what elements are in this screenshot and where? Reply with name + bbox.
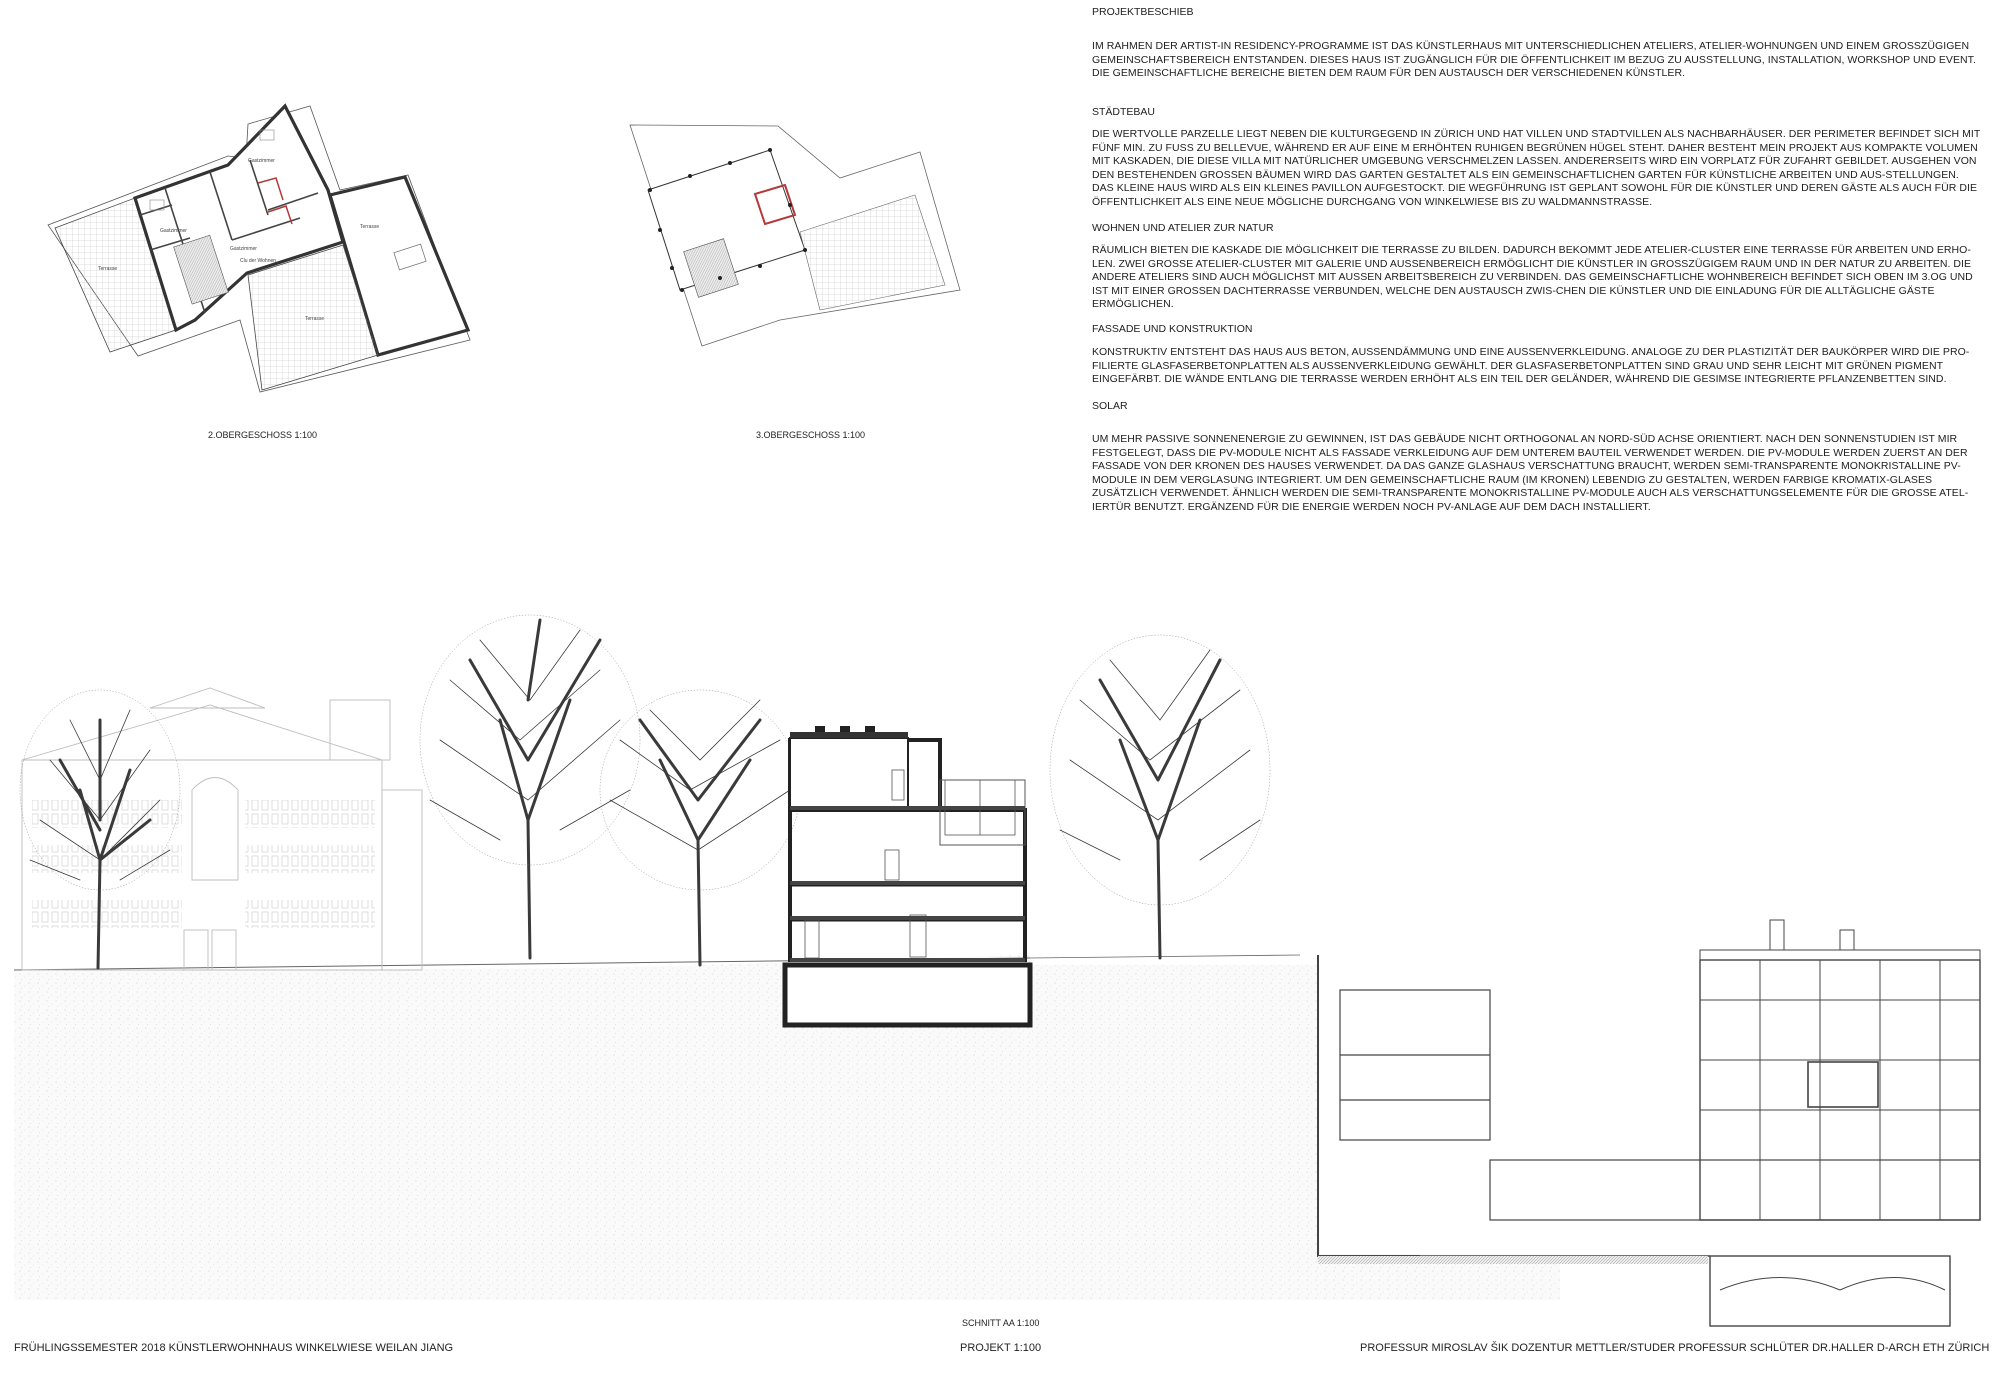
room-label: Terrasse [98, 266, 118, 272]
paragraph-projektbeschieb: IM RAHMEN DER ARTIST-IN RESIDENCY-PROGRAMME IST DAS KÜNSTLERHAUS MIT UNTERSCHIEDLICHEN ATELIERS, ATELIER-WOHNUNGEN UND EINEM GROSSZÜGIGEN GEMEINSCHAFTSBEREICH ENTSTANDEN. DIESES HAUS IST ZUGÄNGLICH FÜR DIE ÖFFENTLICHKEIT IM BEZUG ZU AUSSTELLUNG, INSTALLATION, WORKSHOP UND EVENT. DIE GEMEINSCHAFTLICHE BEREICHE BIETEN DEM RAUM FÜR DEN AUSTAUSCH DER VERSCHIEDENEN KÜNSTLER. [1092, 40, 1976, 80]
room-label: Terrasse [305, 316, 325, 322]
tree [1050, 635, 1270, 958]
tree [420, 615, 640, 958]
room-label: Clu der Wohnen [240, 258, 277, 264]
room-label: Gastzimmer [160, 228, 187, 234]
paragraph-solar: UM MEHR PASSIVE SONNENENERGIE ZU GEWINNEN, IST DAS GEBÄUDE NICHT ORTHOGONAL AN NORD-SÜD ACHSE ORIENTIERT. NACH DEN SONNENSTUDIEN IST MIR FESTGELEGT, DASS DIE PV-MODULE NICHT ALS FASSADE VERKLEIDUNG AUF DEM UNTEREM BAUTEIL VERWENDET WERDEN. DIE PV-MODULE WERDEN ZUERST AN DER FASSADE VON DER KRONEN DES HAUSES VERWENDET. DA DAS GANZE GLASHAUS VERSCHATTUNG BRAUCHT, WERDEN SEMI-TRANSPARENTE MONOKRISTALLINE PV-MODULE IN DEM VERGLASUNG INTEGRIERT. UM DEN GEMEINSCHAFTLICHE RAUM (IM KRONEN) LEBENDIG ZU GESTALTEN, WERDEN FARBIGE KROMATIX-GLASES ZUSÄTZLICH VERWENDET. ÄHNLICH WERDEN DIE SEMI-TRANSPARENTE MONOKRISTALLINE PV-MODULE AUCH ALS VERSCHATTUNGSELEMENTE FÜR DIE GROSSE ATEL-IERTÜR BENUTZT. ERGÄNZEND FÜR DIE ENERGIE WERDEN NOCH PV-ANLAGE AUF DEM DACH INSTALLIERT. [1092, 433, 1969, 513]
caption-plan-2og: 2.OBERGESCHOSS 1:100 [208, 430, 318, 440]
paragraph-wohnen: RÄUMLICH BIETEN DIE KASKADE DIE MÖGLICHKEIT DIE TERRASSE ZU BILDEN. DADURCH BEKOMMT JEDE ATELIER-CLUSTER EINE TERRASSE FÜR ARBEITEN UND ERHO-LEN. ZWEI GROSSE ATELIER-CLUSTER MIT GALERIE UND AUSSENBEREICH ERMÖGLICHT DIE KÜNSTLER IN GROSSZÜGIGEM RAUM UND IN DER NATUR ZU ARBEITEN. DIE ANDERE ATELIERS SIND AUCH MÖGLICHST MIT AUSSEN ARBEITSBEREICH ZU VERBINDEN. DAS GEMEINSCHAFTLICHE WOHNBEREICH BEFINDET SICH OBEN IM 3.OG UND IST MIT EINER GROSSEN DACHTERRASSE VERBUNDEN, WELCHE DEN AUSTAUSCH ZWIS-CHEN DIE KÜNSTLER UND DIE EINLADUNG FÜR DIE ALLTÄGLICHE GÄSTE ERMÖGLICHEN. [1092, 244, 1973, 311]
footer-right: PROFESSUR MIROSLAV ŠIK DOZENTUR METTLER/STUDER PROFESSUR SCHLÜTER DR.HALLER D-ARCH ETH ZÜRICH [1360, 1342, 1990, 1354]
room-label: Gastzimmer [248, 158, 275, 164]
room-label: Terrasse [360, 224, 380, 230]
tree [600, 690, 800, 965]
room-label: Gastzimmer [230, 246, 257, 252]
footer-left: FRÜHLINGSSEMESTER 2018 KÜNSTLERWOHNHAUS WINKELWIESE WEILAN JIANG [14, 1342, 454, 1354]
plan-2og [48, 106, 470, 392]
section-aa [14, 615, 1980, 1326]
plan-3og [630, 125, 960, 346]
heading-projektbeschieb: PROJEKTBESCHIEB [1092, 6, 1194, 18]
heading-staedtebau: STÄDTEBAU [1092, 106, 1156, 118]
heading-solar: SOLAR [1092, 400, 1128, 412]
heading-fassade: FASSADE UND KONSTRUKTION [1092, 323, 1253, 335]
footer-center: PROJEKT 1:100 [960, 1342, 1042, 1354]
paragraph-fassade: KONSTRUKTIV ENTSTEHT DAS HAUS AUS BETON, AUSSENDÄMMUNG UND EINE AUSSENVERKLEIDUNG. ANALOGE ZU DER PLASTIZITÄT DER BAUKÖRPER WIRD DIE PRO-FILIERTE GLASFASERBETONPLATTEN ALS AUSSENVERKLEIDUNG GEWÄHLT. DER GLASFASERBETONPLATTEN SIND GRAU UND SEHR LEICHT MIT GRÜNEN PIGMENT EINGEFÄRBT. DIE WÄNDE ENTLANG DIE TERRASSE WERDEN ERHÖHT ALS EIN TEIL DER GELÄNDER, WÄHREND DIE GESIMSE INTEGRIERTE PFLANZENBETTEN SIND. [1092, 346, 1970, 386]
heading-wohnen: WOHNEN UND ATELIER ZUR NATUR [1092, 222, 1274, 234]
caption-section-aa: SCHNITT AA 1:100 [962, 1318, 1040, 1328]
paragraph-staedtebau: DIE WERTVOLLE PARZELLE LIEGT NEBEN DIE KULTURGEGEND IN ZÜRICH UND HAT VILLEN UND STADTVILLEN ALS NACHBARHÄUSER. DER PERIMETER BEFINDET SICH MIT FÜNF MIN. ZU FUSS ZU BELLEVUE, WÄHREND ER AUF EINE M ERHÖHTEN RUHIGEN BEGRÜNEN HÜGEL STEHT. DAHER BESTEHT MEIN PROJEKT AUS KOMPAKTE VOLUMEN MIT KASKADEN, DIE DIESE VILLA MIT NATÜRLICHER UMGEBUNG VERSCHMELZEN LASSEN. ANDERERSEITS WIRD EIN VORPLATZ FÜR ZUFAHRT GEBILDET. AUSGEHEN VON DEN BESTEHENDEN GROSSEN BÄUMEN WIRD DAS GARTEN GESTALTET ALS EIN GEMEINSCHAFTLICHEN GARTEN FÜR KÜNSTLICHE ARBEITEN UND AUS-STELLUNGEN. DAS KLEINE HAUS WIRD ALS EIN KLEINES PAVILLON AUFGESTOCKT. DIE WEGFÜHRUNG IST GEPLANT SOWOHL FÜR DIE KÜNSTLER UND DEREN GÄSTE ALS AUCH FÜR DIE ÖFFENTLICHKEIT ALS EINE NEUE MÖGLICHE DURCHGANG VON WINKELWIESE BIS ZU WALDMANNSTRASSE. [1092, 128, 1981, 208]
central-building-section [785, 726, 1030, 1025]
caption-plan-3og: 3.OBERGESCHOSS 1:100 [756, 430, 866, 440]
